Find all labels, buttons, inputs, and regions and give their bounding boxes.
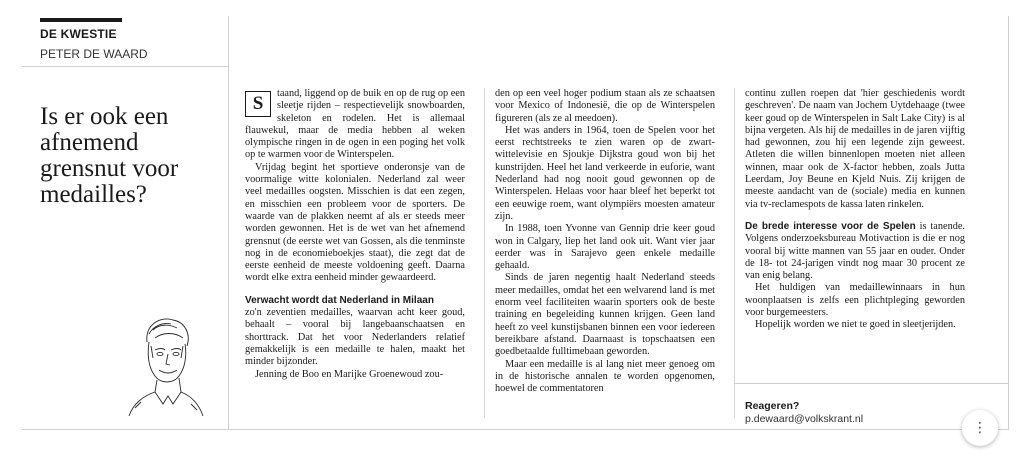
section-bar xyxy=(40,18,122,22)
subheading: De brede interesse voor de Spelen xyxy=(745,220,916,232)
author-portrait xyxy=(125,312,205,417)
section-kicker: DE KWESTIE xyxy=(40,27,117,41)
paragraph-text: is tanende. Volgens onderzoeksbureau Motivaction is die er nog vooral bij witte mannen van 55 jaar en ouder. Onder de 18- tot 24-jarigen vindt nog maar 30 procent ze van enig belang. xyxy=(745,220,966,282)
paragraph: In 1988, toen Yvonne van Gennip drie keer goud won in Calgary, liep het land ook uit. Want vier jaar eerder was in Sarajevo geen enkele medaille gehaald. xyxy=(495,223,715,272)
paragraph: Vrijdag begint het sportieve onderonsje van de voormalige witte kolonialen. Nederland zal weer veel medailles oogsten. Misschien is dat een zegen, en misschien een probleem voor de sporters. De waarde van de plakken neemt af als er steeds meer worden gewonnen. Het is de wet van het afnemend grensnut (de eerste wet van Gossen, als die tenminste nog in de economieboekjes staat), die zegt dat de eerste eenheid de meeste voldoening geeft. Daarna wordt elke extra eenheid minder gewaardeerd. xyxy=(245,161,465,284)
paragraph: Het huldigen van medaillewinnaars in hun woonplaatsen is zelfs een plichtpleging geworden voor burgemeesters. xyxy=(745,282,965,319)
paragraph xyxy=(245,295,465,369)
paragraph: Sinds de jaren negentig haalt Nederland steeds meer medailles, omdat het een welvarend land is met enorm veel faciliteiten waarin sporters ook de beste training en begeleiding kunnen krijgen. Geen land heeft zo veel kunstijsbanen binnen een voor iedereen bereikbare afstand. Daarnaast is topschaatsen een goedbetaalde fulltimebaan geworden. xyxy=(495,272,715,358)
reageren-divider xyxy=(735,383,1008,384)
paragraph: Hopelijk worden we niet te goed in sleetjerijden. xyxy=(755,319,956,331)
column-divider xyxy=(484,88,485,418)
more-options-button[interactable] xyxy=(962,410,998,446)
paragraph-text: zo'n zeventien medailles, waarvan acht keer goud, behaalt – vooral bij langebaanschaatsen en shorttrack. Dat het voor Nederlanders relatief gemakkelijk is een medaille te halen, maakt het minder bijzonder. xyxy=(245,307,465,368)
paragraph: Jenning de Boo en Marijke Groenewoud zou- xyxy=(255,368,444,380)
article-column-2 xyxy=(495,88,715,395)
author-email-link[interactable]: p.dewaard@volkskrant.nl xyxy=(745,413,864,425)
paragraph: continu zullen roepen dat 'hier geschiedenis wordt geschreven'. De naam van Jochem Uytdehaage (twee keer goud op de Winterspelen in Salt Lake City) is al bijna vergeten. Als hij de medailles in de jaren vijftig had gewonnen, zou hij een legende zijn geweest. Atleten die willen binnenlopen moeten niet alleen winnen, maar ook de X-factor hebben, zoals Jutta Leerdam, Joy Beune en Kjeld Nuis. Zij krijgen de meeste aandacht van de (sociale) media en kunnen via tv-reclamespots de kassa laten rinkelen. xyxy=(745,88,965,210)
paragraph: Het was anders in 1964, toen de Spelen voor het eerst rechtstreeks te zien waren op de zwart-wittelevisie en Sjoukje Dijkstra goud won bij het kunstrijden. Heel het land verkeerde in euforie, want Nederland had nog nooit goud gewonnen op de Winterspelen. Helaas voor haar bleef het beperkt tot een eeuwige roem, want olympiërs moesten amateur zijn. xyxy=(495,124,715,222)
drop-cap: S xyxy=(245,91,271,117)
paragraph: Maar een medaille is al lang niet meer genoeg om in de historische annalen te worden opgenomen, hoewel de commentatoren xyxy=(495,358,715,395)
author-name: PETER DE WAARD xyxy=(40,47,148,61)
reageren-label: Reageren? xyxy=(745,400,800,412)
portrait-sketch-icon xyxy=(125,312,205,417)
header-divider xyxy=(22,66,228,67)
subheading: Verwacht wordt dat Nederland in Milaan xyxy=(245,294,434,306)
paragraph: taand, liggend op de buik en op de rug op een sleetje rijden – respectievelijk snowboarden, skeleton en rodelen. Het is allemaal flauwekul, maar de media hebben al weken olympische ringen in de ogen in een poging het volk op te warmen voor de Winterspelen. xyxy=(245,88,465,161)
article-column-3 xyxy=(745,88,965,332)
more-vertical-icon: ⋮ xyxy=(973,420,987,436)
headline: Is er ook een afnemend grensnut voor medailles? xyxy=(40,103,179,208)
article-column-1 xyxy=(245,88,465,381)
paragraph: den op een veel hoger podium staan als ze schaatsen voor Mexico of Indonesië, die op de Winterspelen figureren (als ze al meedoen). xyxy=(495,88,715,124)
paragraph xyxy=(745,221,965,282)
column-divider xyxy=(734,88,735,418)
